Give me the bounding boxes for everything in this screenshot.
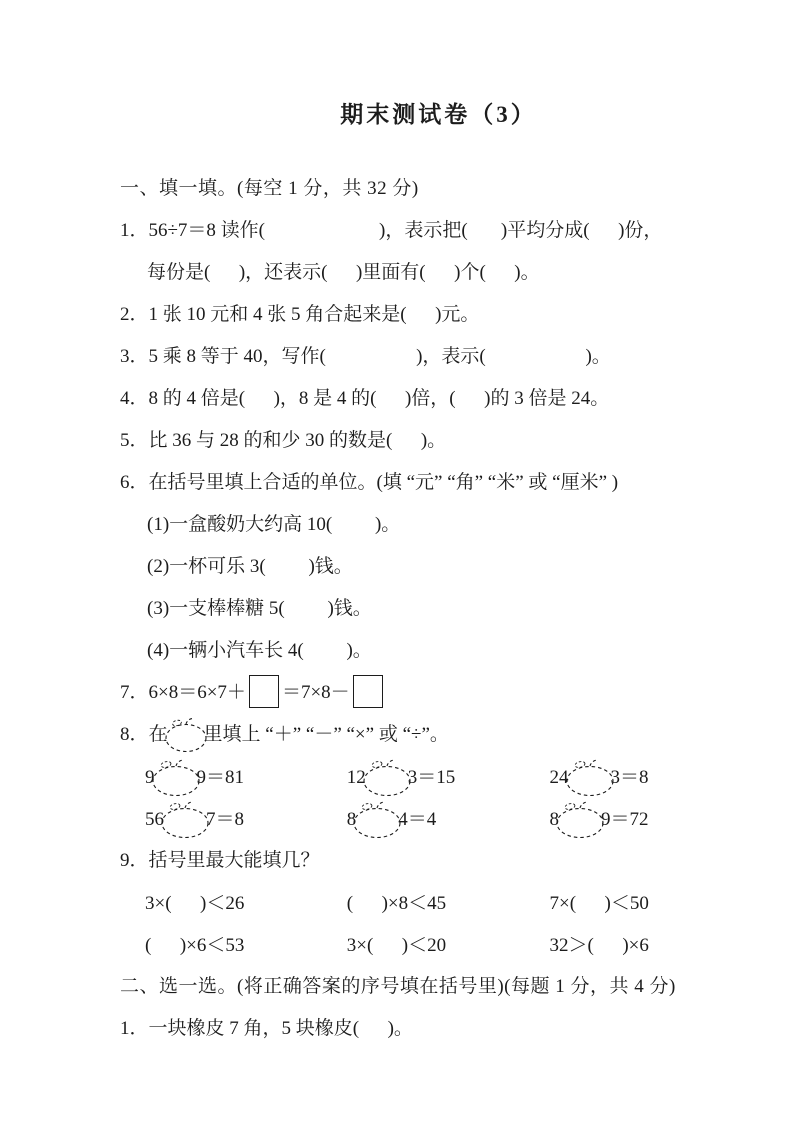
question-9-row-2 [120,924,757,966]
apple-circle-icon [164,715,208,753]
equation-left: 24 [549,766,569,788]
answer-box [353,675,383,708]
section2-question-1: 1．一块橡皮 7 角，5 块橡皮( )。 [120,1018,413,1039]
equation-left: 56 [145,808,164,830]
apple-circle-icon [160,797,210,839]
question-8-row-1 [120,756,757,798]
equation-left: 8 [549,808,559,830]
question-7-text-2: ＝7×8－ [281,682,350,703]
apple-circle-icon [555,797,605,839]
apple-circle-icon [565,755,615,797]
equation [145,799,342,841]
apple-circle-icon [362,755,412,797]
equation-right: 3＝15 [407,766,456,788]
apple-circle-icon [151,755,201,797]
question-2: 2．1 张 10 元和 4 张 5 角合起来是( )元。 [120,304,480,325]
question-6-item-2: (2)一杯可乐 3( )钱。 [147,556,353,577]
inequality: 7×( )＜50 [549,892,649,914]
question-8-text-1: 8．在 [120,724,168,745]
question-6-item-3: (3)一支棒棒糖 5( )钱。 [147,598,372,619]
question-6-item-1: (1)一盒酸奶大约高 10( )。 [147,514,401,535]
equation-right: 4＝4 [398,808,437,830]
answer-box [249,675,279,708]
equation [347,757,545,799]
question-4: 4．8 的 4 倍是( )，8 是 4 的( )倍，( )的 3 倍是 24。 [120,388,610,409]
question-1-line-2: 每份是( )，还表示( )里面有( )个( )。 [147,262,540,283]
equation-left: 9 [145,766,155,788]
equation-right: 7＝8 [206,808,245,830]
equation [550,757,649,799]
question-5: 5．比 36 与 28 的和少 30 的数是( )。 [120,430,447,451]
inequality: ( )×8＜45 [346,892,447,914]
question-6: 6．在括号里填上合适的单位。(填 “元” “角” “米” 或 “厘米” ) [120,472,619,493]
question-6-item-4: (4)一辆小汽车长 4( )。 [147,640,372,661]
inequality: 3×( )＜26 [145,892,245,914]
equation-right: 3＝8 [610,766,649,788]
equation-left: 8 [346,808,357,830]
inequality: ( )×6＜53 [145,934,245,956]
question-8-text-2: 里填上 “＋” “－” “×” 或 “÷”。 [203,724,449,745]
question-7 [120,672,757,714]
question-3: 3．5 乘 8 等于 40，写作( )，表示( )。 [120,346,611,367]
question-8 [120,714,757,756]
equation [550,799,649,841]
page-title: 期末测试卷（3） [340,102,537,127]
question-7-text-1: 7．6×8＝6×7＋ [120,682,246,703]
question-9: 9．括号里最大能填几？ [120,850,320,871]
apple-circle-icon [352,797,402,839]
equation-right: 9＝72 [601,808,649,830]
equation-right: 9＝81 [196,766,245,788]
section1-heading: 一、填一填。(每空 1 分，共 32 分) [120,178,419,199]
equation [347,799,545,841]
question-1-line-1: 1．56÷7＝8 读作( )，表示把( )平均分成( )份， [120,220,663,241]
equation-left: 12 [346,766,366,788]
question-8-row-2 [120,798,757,840]
inequality: 32＞( )×6 [549,934,649,956]
inequality: 3×( )＜20 [346,934,447,956]
equation [145,757,342,799]
section2-heading: 二、选一选。(将正确答案的序号填在括号里)(每题 1 分，共 4 分) [120,976,676,997]
question-9-row-1 [120,882,757,924]
